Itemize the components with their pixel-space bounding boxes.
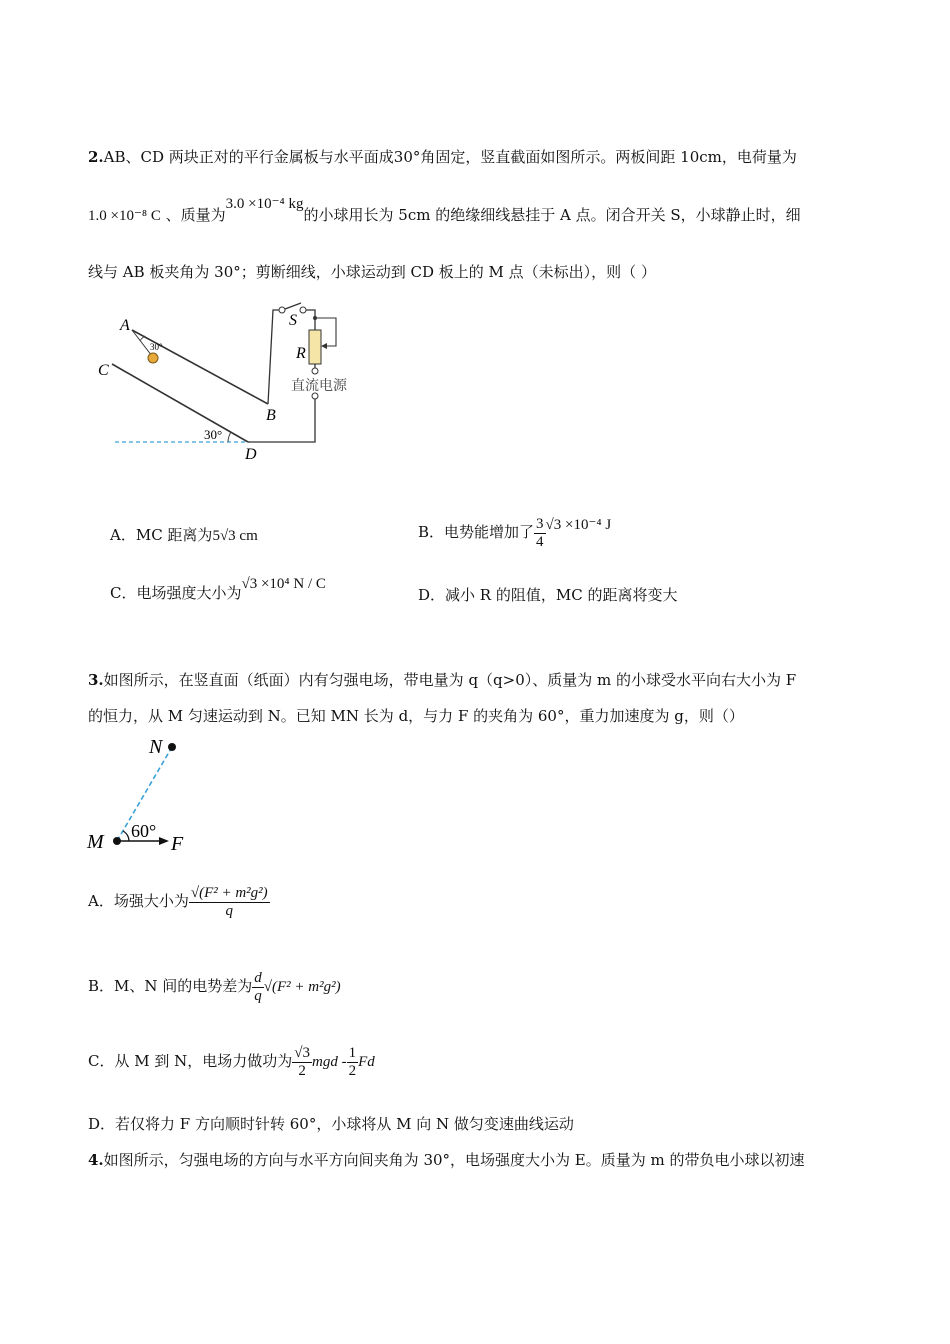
q2-option-c-text: C．电场强度大小为 bbox=[110, 584, 242, 602]
label-b: B bbox=[266, 407, 276, 424]
q3-stem-line-2: 的恒力，从 M 匀速运动到 N。已知 MN 长为 d，与力 F 的夹角为 60°，重力加速度为 g，则（） bbox=[88, 707, 744, 725]
q3-option-a-fraction: $\frac{\text{√(F² + m²g²)}}{q}$ bbox=[190, 884, 268, 919]
q3-option-c-text: C．从 M 到 N，电场力做功为 bbox=[88, 1052, 293, 1070]
q4-stem-line-1: 如图所示，匀强电场的方向与水平方向间夹角为 30°，电场强度大小为 E。质量为 m 的带负电小球以初速 bbox=[103, 1151, 805, 1169]
q3-option-b bbox=[88, 963, 341, 1010]
q2-figure bbox=[90, 300, 380, 470]
q2-option-d-text: D．减小 R 的阻值，MC 的距离将变大 bbox=[418, 586, 678, 604]
q4-line-1 bbox=[88, 1150, 805, 1170]
q3-option-d bbox=[88, 1114, 574, 1134]
label-angle-60: 60° bbox=[131, 821, 157, 841]
q2-option-d bbox=[418, 585, 677, 605]
q3-figure bbox=[85, 733, 205, 858]
point-n bbox=[168, 743, 176, 751]
charged-ball bbox=[148, 353, 158, 363]
resistor-r bbox=[309, 330, 321, 364]
q3-option-b-text: B．M、N 间的电势差为 bbox=[88, 977, 253, 995]
label-f: F bbox=[171, 833, 184, 855]
q3-option-c-end: Fd bbox=[358, 1054, 375, 1070]
q3-option-b-fraction: $\frac{d}{q}$ bbox=[254, 969, 262, 1004]
q2-stem-mass-label: 、质量为 bbox=[165, 206, 226, 224]
q4-number: 4. bbox=[88, 1151, 104, 1169]
label-n: N bbox=[149, 736, 163, 758]
q2-stem-line-1: AB、CD 两块正对的平行金属板与水平面成30°角固定，竖直截面如图所示。两板间距 10cm，电荷量为 bbox=[103, 148, 797, 166]
q3-option-c-fraction-1: $\frac{√3}{2}$ bbox=[294, 1044, 311, 1079]
label-c: C bbox=[98, 362, 109, 379]
q2-number: 2. bbox=[88, 148, 104, 166]
label-s: S bbox=[289, 312, 297, 329]
plate-cd bbox=[112, 364, 248, 442]
label-angle-bottom: 30° bbox=[204, 427, 223, 442]
q2-option-b-text: B．电势能增加了 bbox=[418, 523, 535, 541]
q3-option-b-root: √(F² + m²g²) bbox=[263, 979, 341, 995]
label-angle-small: 30° bbox=[150, 342, 163, 352]
q2-charge-value: 1.0 ×10⁻⁸ C bbox=[88, 208, 161, 224]
q2-mass-value: 3.0 ×10⁻⁴ kg bbox=[225, 196, 304, 212]
point-m bbox=[113, 837, 121, 845]
q2-line-2 bbox=[88, 196, 801, 226]
q2-option-b bbox=[418, 512, 611, 553]
q2-option-b-math: √3 ×10⁻⁴ J bbox=[545, 517, 612, 533]
q2-option-c bbox=[110, 576, 326, 604]
q3-line-2 bbox=[88, 706, 744, 726]
label-power-source: 直流电源 bbox=[291, 379, 347, 394]
q3-option-a-text: A．场强大小为 bbox=[88, 892, 189, 910]
label-a: A bbox=[120, 317, 130, 334]
q2-option-a-math: 5√3 cm bbox=[212, 528, 258, 544]
q3-option-a bbox=[88, 878, 270, 924]
q3-option-d-text: D．若仅将力 F 方向顺时针转 60°，小球将从 M 向 N 做匀变速曲线运动 bbox=[88, 1115, 574, 1133]
label-r: R bbox=[296, 345, 306, 362]
wire-b-to-switch bbox=[268, 310, 280, 404]
q3-number: 3. bbox=[88, 671, 104, 689]
q3-option-c-fraction-2: $\frac{1}{2}$ bbox=[348, 1044, 357, 1079]
q2-line-3 bbox=[88, 262, 656, 282]
q2-option-c-math: √3 ×10⁴ N / C bbox=[241, 576, 326, 592]
q2-line-1 bbox=[88, 147, 797, 167]
thread bbox=[132, 330, 152, 356]
q2-option-b-fraction: $\frac{3}{4}$ bbox=[536, 515, 544, 550]
wire-source-to-d bbox=[248, 399, 315, 442]
label-m: M bbox=[87, 831, 104, 853]
q2-stem-line-3: 线与 AB 板夹角为 30°；剪断细线，小球运动到 CD 板上的 M 点（未标出），则（ ） bbox=[88, 263, 656, 281]
q2-option-a-text: A．MC 距离为 bbox=[110, 526, 213, 544]
q2-option-a bbox=[110, 525, 258, 546]
q3-stem-line-1: 如图所示，在竖直面（纸面）内有匀强电场，带电量为 q（q>0）、质量为 m 的小球受水平向右大小为 F bbox=[103, 671, 797, 689]
q2-stem-line-2: 的小球用长为 5cm 的绝缘细线悬挂于 A 点。闭合开关 S，小球静止时，细 bbox=[303, 206, 801, 224]
label-d: D bbox=[245, 446, 257, 463]
q3-option-c bbox=[88, 1038, 375, 1085]
q3-option-c-mid: mgd - bbox=[312, 1054, 347, 1070]
switch-s bbox=[285, 303, 301, 309]
q3-line-1 bbox=[88, 670, 796, 690]
